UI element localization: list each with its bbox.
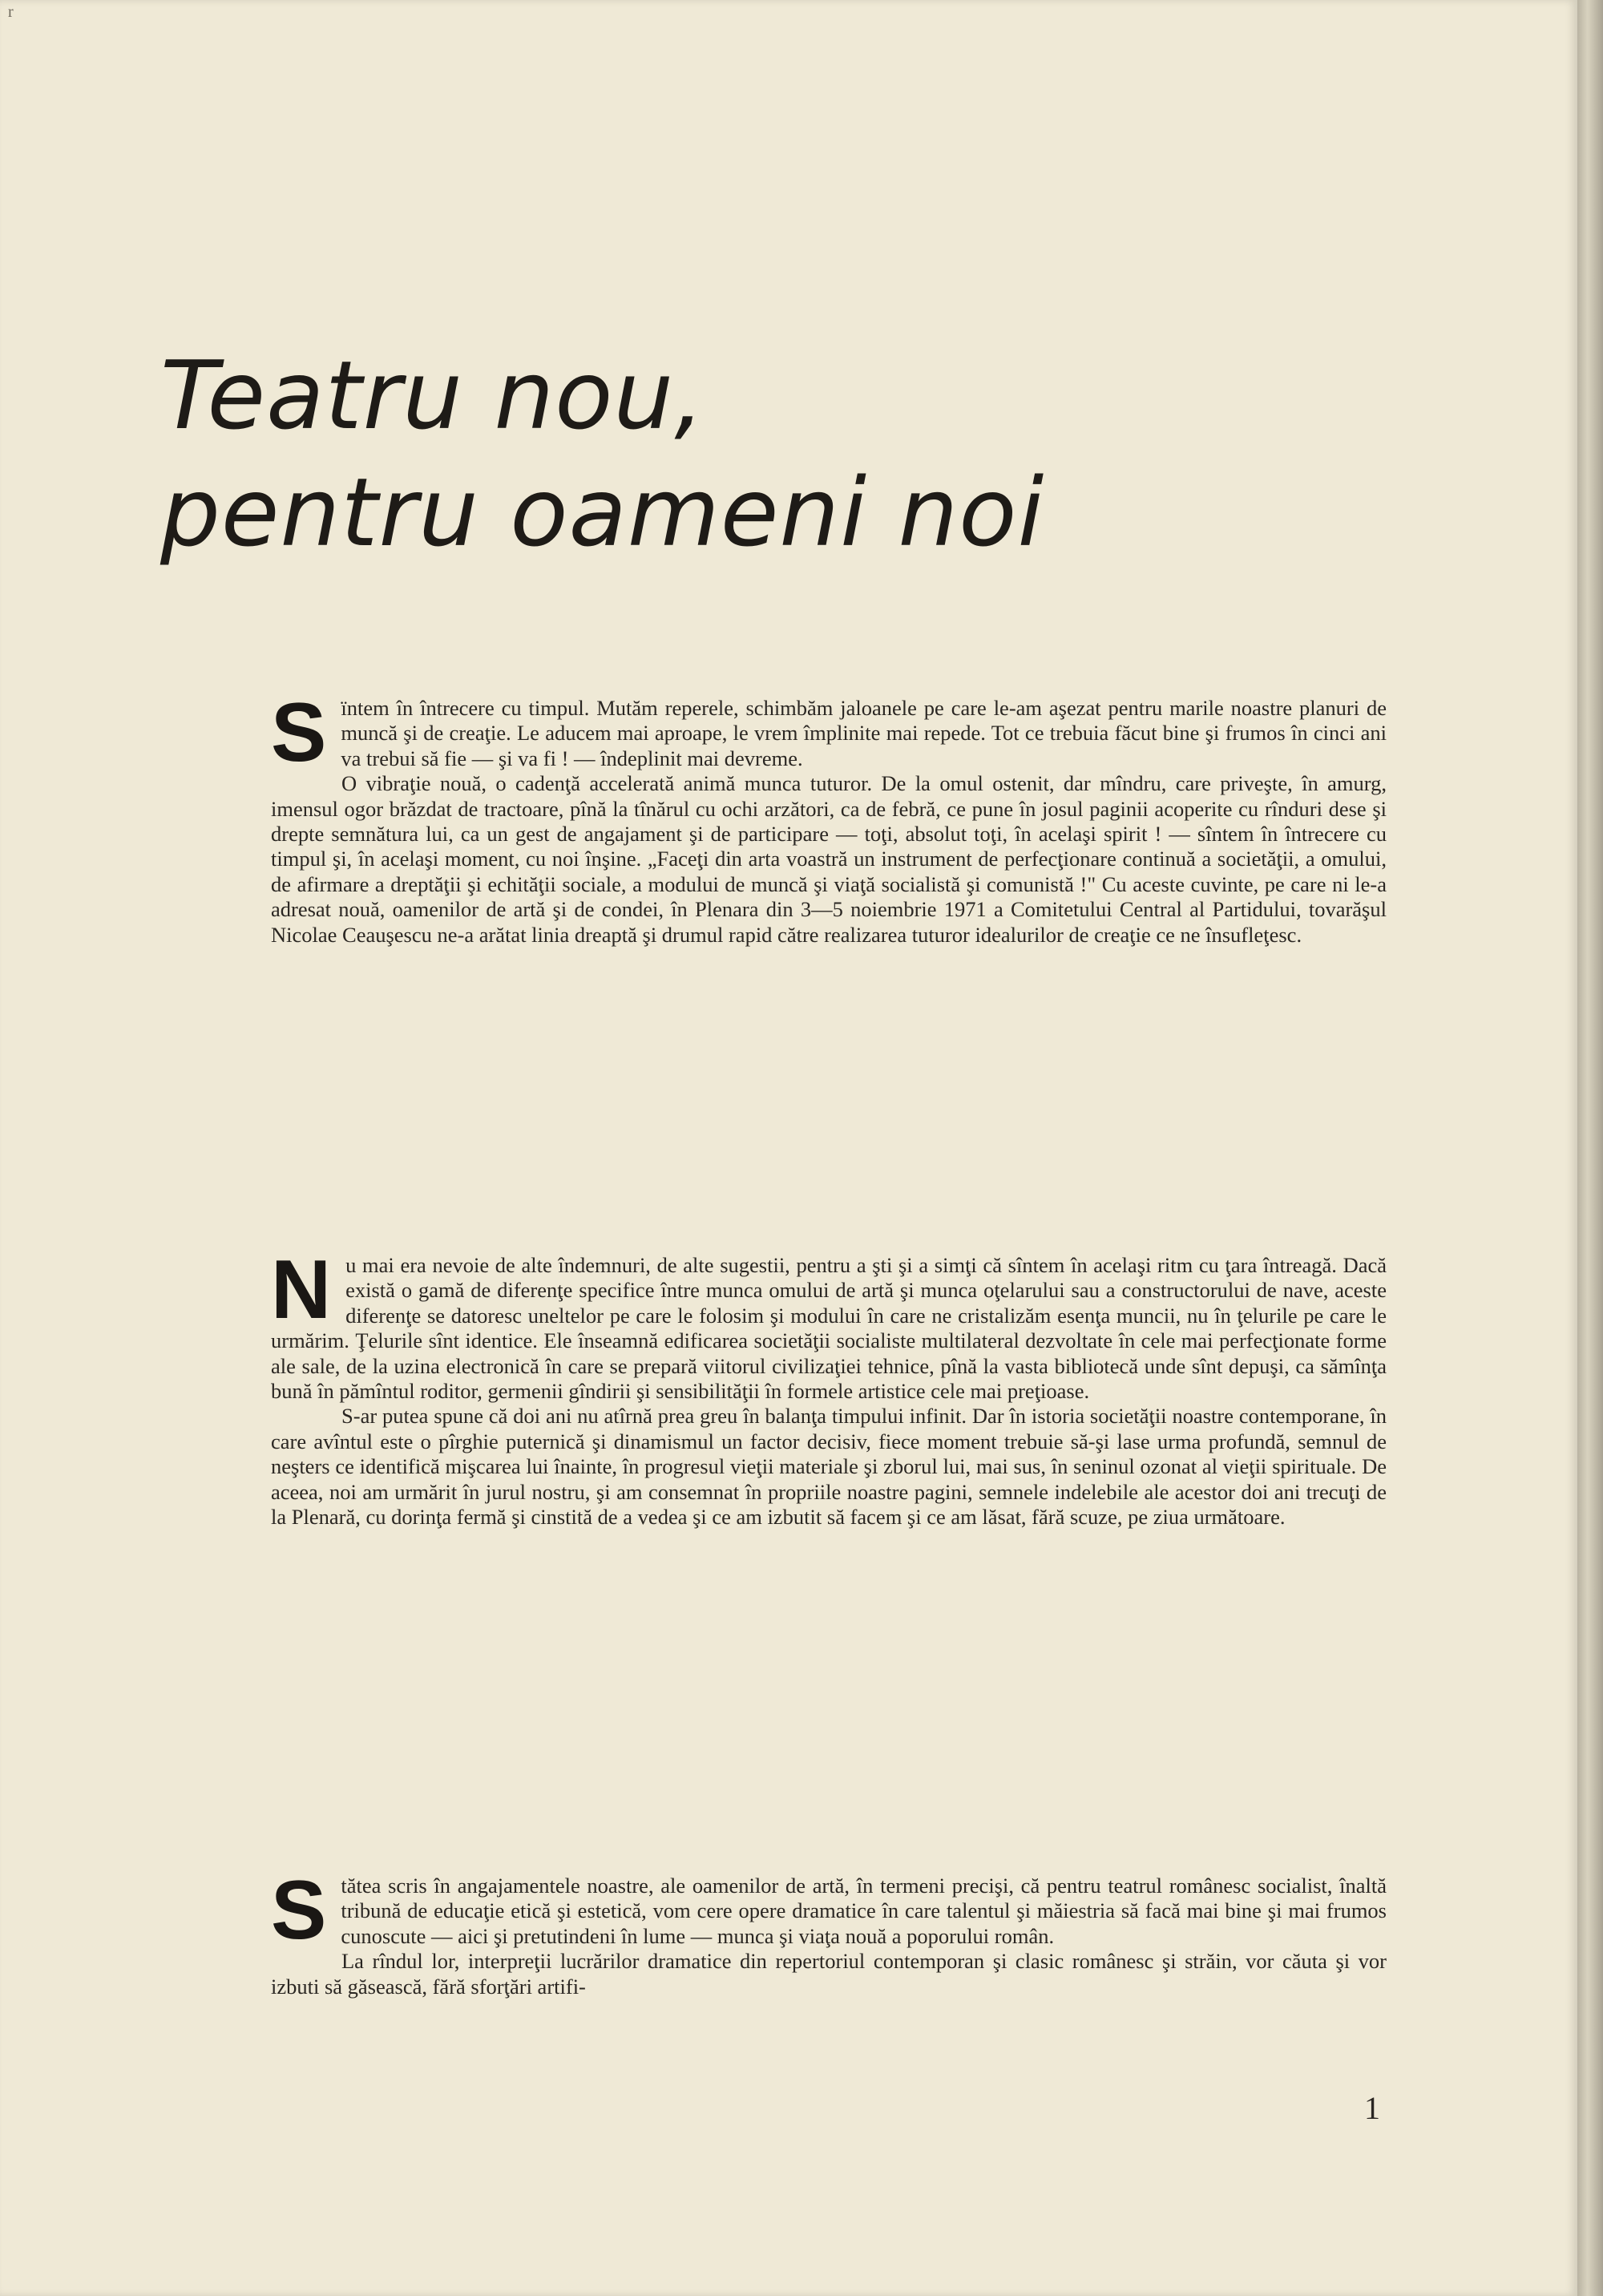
paragraph-text: u mai era nevoie de alte îndemnuri, de alte sugestii, pentru a şti şi a simţi că sîntem în acelaşi ritm cu ţara întreagă. Dacă există o gamă de diferenţe specifice între munca omului de artă şi munca oţelarului sau a constructorului de nave, aceste diferenţe se datoresc uneltelor pe care le folosim şi modului în care ne cristalizăm esenţa muncii, nu în ţelurile pe care le urmărim. Ţelurile sînt identice. Ele înseamnă edificarea societăţii socialiste multilateral dezvoltate în cele mai perfecţionate forme ale sale, de la uzina electronică în care se prepară viitorul civilizaţiei tehnice, pînă la vasta bibliotecă unde sînt depuşi, ca sămînţa bună în pămîntul roditor, germenii gîndirii şi sensibilităţii în formele artistice cele mai preţioase. bbox=[271, 1253, 1387, 1404]
paragraph bbox=[271, 1243, 1387, 1404]
section-3 bbox=[271, 1864, 1387, 1999]
page-number: 1 bbox=[1364, 2090, 1380, 2126]
article-title bbox=[160, 337, 1282, 571]
drop-cap: S bbox=[271, 686, 327, 779]
paragraph bbox=[271, 1864, 1387, 1957]
title-line-1: Teatru nou, bbox=[160, 340, 705, 451]
paragraph-text: tătea scris în angajamentele noastre, ale oamenilor de artă, în termeni precişi, că pentru teatrul românesc socialist, înaltă tribună de educaţie etică şi estetică, vom cere opere dramatice în care talentul şi măiestria să facă mai bine şi mai frumos cunoscute — aici şi pretutindeni în lume — munca şi viaţa nouă a poporului român. bbox=[341, 1874, 1387, 1948]
paragraph: O vibraţie nouă, o cadenţă accelerată animă munca tuturor. De la omul ostenit, dar mîndru, care priveşte, în amurg, imensul ogor brăzdat de tractoare, pînă la tînărul cu ochi arzători, ca de febră, ce pune în josul paginii acoperite cu rînduri dese şi drepte semnătura lui, ca un gest de angajament şi de participare — toţi, absolut toţi, în acelaşi spirit ! — sîntem în întrecere cu timpul şi, în acelaşi moment, cu noi înşine. „Faceţi din arta voastră un instrument de perfecţionare continuă a societăţii, a omului, de afirmare a dreptăţii şi echităţii sociale, a modului de muncă şi viaţă socialistă şi comunistă !" Cu aceste cuvinte, pe care ni le-a adresat nouă, oamenilor de artă şi de condei, în Plenara din 3—5 noiembrie 1971 a Comitetului Central al Partidului, tovarăşul Nicolae Ceauşescu ne-a arătat linia dreaptă şi drumul rapid către realizarea tuturor idealurilor de creaţie ce ne însufleţesc. bbox=[271, 771, 1387, 947]
paragraph bbox=[271, 686, 1387, 779]
section-1 bbox=[271, 686, 1387, 948]
corner-mark: r bbox=[8, 3, 14, 21]
section-2 bbox=[271, 1243, 1387, 1530]
paragraph: La rîndul lor, interpreţii lucrărilor dramatice din repertoriul contemporan şi clasic românesc şi străin, vor căuta şi vor izbuti să găsească, fără sforţări artifi- bbox=[271, 1949, 1387, 1999]
drop-cap: N bbox=[271, 1243, 332, 1336]
drop-cap: S bbox=[271, 1864, 327, 1957]
paragraph-text: ïntem în întrecere cu timpul. Mutăm reperele, schimbăm jaloanele pe care le-am aşezat pentru marile noastre planuri de muncă şi de creaţie. Le aducem mai aproape, le vrem împlinite mai repede. Tot ce trebuia făcut bine şi frumos în cinci ani va trebui să fie — şi va fi ! — îndeplinit mai devreme. bbox=[341, 696, 1387, 770]
page-edge bbox=[1577, 0, 1603, 2296]
paragraph: S-ar putea spune că doi ani nu atîrnă prea greu în balanţa timpului infinit. Dar în istoria societăţii noastre contemporane, în care avîntul este o pîrghie puternică şi dinamismul un factor decisiv, fiece moment trebuie să-şi lase urma profundă, semnul de neşters ce identifică mişcarea lui înainte, în progresul vieţii materiale şi zborul lui, mai sus, în seninul ozonat al vieţii spirituale. De aceea, noi am urmărit în jurul nostru, şi am consemnat în propriile noastre pagini, semnele indelebile ale acestor doi ani trecuţi de la Plenară, cu dorinţa fermă şi cinstită de a vedea şi ce am izbutit să facem şi ce am lăsat, fără scuze, pe ziua următoare. bbox=[271, 1404, 1387, 1530]
title-line-2: pentru oameni noi bbox=[160, 457, 1045, 568]
